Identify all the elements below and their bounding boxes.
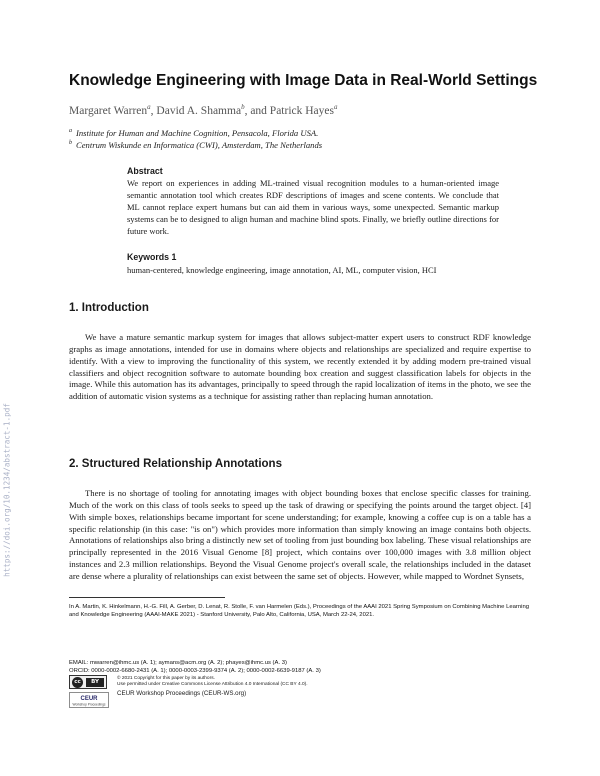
ceur-proceedings-label: CEUR Workshop Proceedings (CEUR-WS.org) bbox=[117, 690, 247, 697]
affiliation-text: Institute for Human and Machine Cognition, Pensacola, Florida USA. bbox=[76, 128, 319, 138]
cc-by-license-logo bbox=[69, 675, 107, 689]
footnote-email: EMAIL: mwarren@ihmc.us (A. 1); aymans@acm.org (A. 2); phayes@ihmc.us (A. 3) bbox=[69, 660, 287, 666]
author-list bbox=[69, 103, 337, 117]
ceur-logo-subtitle: Workshop Proceedings bbox=[72, 702, 106, 707]
affiliation-mark: b bbox=[241, 103, 245, 111]
introduction-paragraph: We have a mature semantic markup system for images that allows subject-matter expert users to construct RDF knowledge graphs as image annotations, intended for use in domains where objects and relationships are specialized and require expertise to identify. With a view to improving the functionality of this system, we recently extended it by adding modern pre-trained visual classifiers and object recognition software to automate bounding box creation and suggest classification labels for objects in the image. While this automation has its advantages, principally to speed through the rapid localization of items in the photo, we see the addition of automatic vision systems as a technique for assisting rather than replacing human annotation. bbox=[69, 332, 531, 402]
author-name: , David A. Shamma bbox=[150, 104, 242, 117]
keywords-heading: Keywords 1 bbox=[127, 252, 177, 262]
section-heading-introduction: 1. Introduction bbox=[69, 302, 149, 314]
footnote-divider bbox=[69, 597, 225, 598]
keywords-text: human-centered, knowledge engineering, image annotation, AI, ML, computer vision, HCI bbox=[127, 265, 437, 275]
abstract-heading: Abstract bbox=[127, 166, 163, 176]
attribution-icon: BY bbox=[86, 678, 104, 687]
creative-commons-icon: cc bbox=[72, 677, 83, 688]
copyright-notice: © 2021 Copyright for this paper by its authors. bbox=[117, 676, 215, 681]
affiliation-a bbox=[69, 128, 318, 138]
paper-title: Knowledge Engineering with Image Data in Real-World Settings bbox=[69, 72, 538, 89]
affiliation-text: Centrum Wiskunde en Informatica (CWI), Amsterdam, The Netherlands bbox=[76, 140, 323, 150]
license-notice: Use permitted under Creative Commons License Attribution 4.0 International (CC BY 4.0). bbox=[117, 682, 308, 687]
author-name: , and Patrick Hayes bbox=[244, 104, 334, 117]
side-doi-stamp-text: https://doi.org/10.1234/abstract-1.pdf bbox=[2, 403, 12, 577]
affiliation-mark: a bbox=[147, 103, 151, 111]
affiliation-b bbox=[69, 140, 322, 150]
abstract-text: We report on experiences in adding ML-trained visual recognition modules to a human-oriented image semantic annotation tool which creates RDF descriptions of images and scene contents. We conclude that ML cannot replace expert humans but can aid them in various ways, some unexpected. Semantic markup systems can be to designed to align human and machine blind spots. Finally, we briefly outline directions for future work. bbox=[127, 178, 499, 236]
author-name: Margaret Warren bbox=[69, 104, 148, 117]
section-heading-structured-relationship: 2. Structured Relationship Annotations bbox=[69, 458, 282, 470]
structured-relationship-paragraph: There is no shortage of tooling for annotating images with object bounding boxes that enclose specific classes for training. Much of the work on this class of tools seeks to speed up the task of drawing or specifying the points around the target object. [4] With simple boxes, relationships became important for scene understanding; for example, knowing a coffee cup is on a table has a specific relationship (in this case: "is on") which provides more information than simply knowing an image contains both objects. Annotations of relationships also bring a distinctly new set of tooling from just bounding box labeling. These visual relationships are principally represented in the 2016 Visual Genome [8] project, which contains over 100,000 images with 3.8 million object instances and 2.3 million relationships. Beyond the Visual Genome project's overall scale, the relationships included in the dataset are dense where a plurality of relationships can exist between the same set of objects. However, while mapped to Wordnet Synsets, bbox=[69, 488, 531, 581]
ceur-logo-title: CEUR bbox=[80, 696, 98, 702]
ceur-logo-graphic bbox=[69, 692, 109, 708]
affiliation-mark: a bbox=[69, 128, 72, 135]
footnote-orcid: ORCID: 0000-0002-6680-2431 (A. 1); 0000-0003-2399-9374 (A. 2); 0000-0002-6639-9187 (A. 3) bbox=[69, 668, 321, 674]
side-doi-stamp[interactable] bbox=[0, 385, 14, 595]
footnote-proceedings: In A. Martin, K. Hinkelmann, H.-G. Fill, A. Gerber, D. Lenat, R. Stolle, F. van Harmelen (Eds.), Proceedings of the AAAI 2021 Spring Symposium on Combining Machine Learning and Knowledge Engineering (AAAI-MAKE 2021) - Stanford University, Palo Alto, California, USA, March 22-24, 2021. bbox=[69, 604, 530, 619]
ceur-logo bbox=[69, 692, 109, 708]
affiliation-mark: a bbox=[333, 103, 338, 111]
affiliation-mark: b bbox=[69, 140, 72, 147]
